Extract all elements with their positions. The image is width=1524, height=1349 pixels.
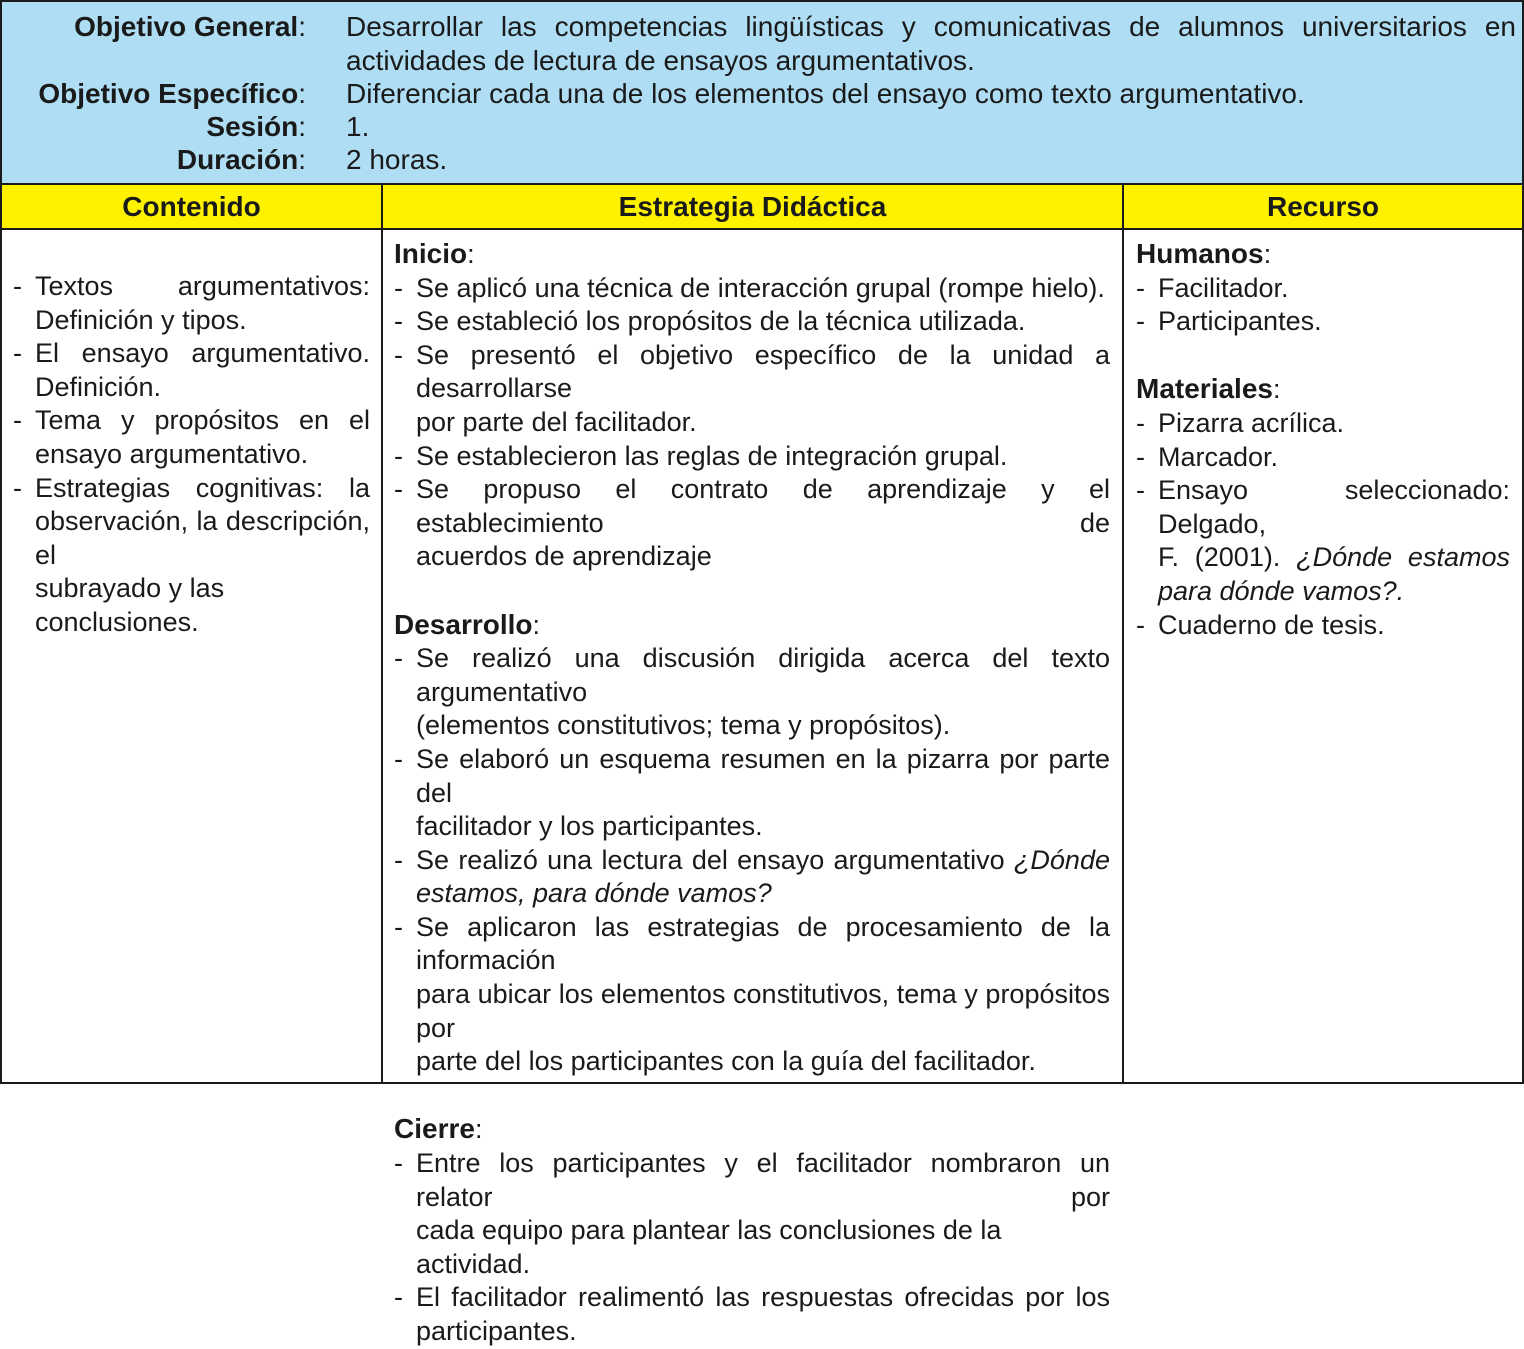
materiales-heading: Materiales: [1136, 373, 1281, 405]
estrategia-cell [394, 237, 1110, 1349]
column-header-contenido: Contenido [2, 185, 381, 228]
objetivo-general-label: Objetivo General [74, 11, 299, 42]
cierre-heading: Cierre: [394, 1113, 483, 1145]
list-item: - Se establecieron las reglas de integración grupal. [394, 440, 1008, 471]
list-item: - Tema y propósitos en el ensayo argumentativo. [13, 405, 370, 469]
duracion-value: 2 horas. [346, 144, 448, 175]
list-item: - Participantes. [1136, 306, 1322, 337]
objectives-header: Objetivo General: Desarrollar las competencias lingüísticas y comunicativas de alumnos universitarios en actividades de lectura de ensayos argumentativos. Objetivo Específico: Diferenciar cada una de los elementos del ensayo como texto argumentativo. Sesión: 1. Duración: 2 horas. [2, 2, 1522, 183]
list-item: - Se estableció los propósitos de la técnica utilizada. [394, 306, 1026, 337]
list-item: - Facilitador. [1136, 272, 1289, 303]
sesion-label: Sesión [206, 111, 299, 142]
contenido-cell [13, 270, 370, 640]
list-item: - Se elaboró un esquema resumen en la pizarra por parte del facilitador y los participantes. [394, 743, 1110, 842]
list-item: - Entre los participantes y el facilitador nombraron un relator por cada equipo para plantear las conclusiones de la actividad. [394, 1148, 1110, 1279]
column-header-estrategia: Estrategia Didáctica [383, 185, 1122, 228]
column-header-divider [2, 228, 1522, 230]
objetivo-general-line1: Desarrollar las competencias lingüísticas y comunicativas de alumnos universitarios en [346, 11, 1516, 42]
objetivo-especifico-label: Objetivo Específico [38, 78, 299, 109]
objetivo-general-line2: actividades de lectura de ensayos argumentativos. [346, 44, 975, 76]
list-item: - Se aplicaron las estrategias de procesamiento de la información para ubicar los elementos constitutivos, tema y propósitos por parte del los participantes con la guía del facilitador. [394, 911, 1110, 1077]
recurso-cell [1136, 237, 1510, 642]
list-item: - El ensayo argumentativo. Definición. [13, 338, 370, 402]
inicio-heading: Inicio: [394, 238, 475, 269]
column-divider-1 [381, 185, 383, 1082]
list-item: - Pizarra acrílica. [1136, 407, 1345, 438]
objetivo-especifico-value: Diferenciar cada una de los elementos del ensayo como texto argumentativo. [346, 78, 1305, 109]
list-item: - Textos argumentativos: Definición y tipos. [13, 271, 370, 335]
list-item: - Ensayo seleccionado: Delgado, F. (2001). ¿Dónde estamos para dónde vamos?. [1136, 475, 1510, 606]
list-item: - Se aplicó una técnica de interacción grupal (rompe hielo). [394, 272, 1105, 303]
list-item: - Se propuso el contrato de aprendizaje y el establecimiento de acuerdos de aprendizaje [394, 474, 1110, 572]
sesion-value: 1. [346, 111, 370, 142]
list-item: - Se presentó el objetivo específico de la unidad a desarrollarse por parte del facilitador. [394, 339, 1110, 437]
desarrollo-heading: Desarrollo: [394, 608, 541, 640]
list-item: - Cuaderno de tesis. [1136, 609, 1385, 640]
list-item: - Se realizó una lectura del ensayo argumentativo ¿Dónde estamos, para dónde vamos? [394, 844, 1110, 909]
list-item: - Marcador. [1136, 441, 1279, 472]
list-item: - Se realizó una discusión dirigida acerca del texto argumentativo (elementos constitutivos; tema y propósitos). [394, 643, 1110, 741]
humanos-heading: Humanos: [1136, 238, 1272, 269]
column-header-recurso: Recurso [1124, 185, 1522, 228]
list-item: - El facilitador realimentó las respuestas ofrecidas por los participantes. [394, 1282, 1110, 1346]
list-item: - Estrategias cognitivas: la observación, la descripción, el subrayado y las conclusiones. [13, 472, 370, 637]
column-divider-2 [1122, 185, 1124, 1082]
duracion-label: Duración [176, 144, 299, 175]
